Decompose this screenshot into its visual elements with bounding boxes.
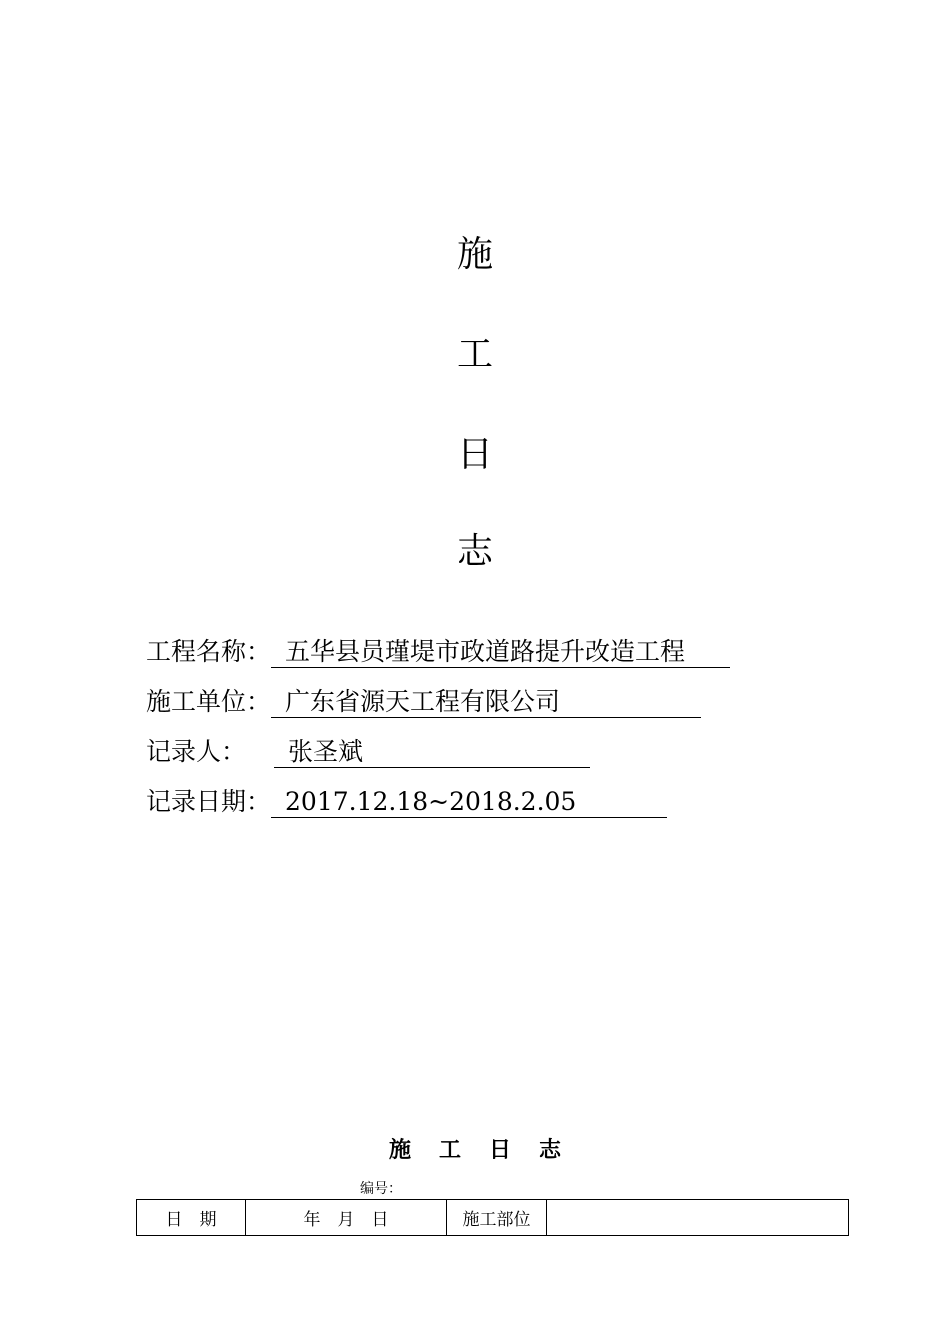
recorder-row	[146, 736, 590, 768]
construction-unit-value: 广东省源天工程有限公司	[271, 687, 701, 718]
date-label-cell: 日 期	[137, 1200, 246, 1236]
log-table	[136, 1199, 849, 1236]
log-sheet-title-char-2: 工	[438, 1137, 461, 1163]
recorder-label: 记录人：	[146, 737, 247, 766]
project-name-label: 工程名称：	[146, 637, 272, 666]
record-date-value: 2017.12.18~2018.2.05	[271, 787, 667, 818]
construction-unit-label: 施工单位：	[146, 687, 272, 716]
serial-number-label: 编号：	[360, 1181, 402, 1197]
log-sheet-title-char-4: 志	[539, 1137, 562, 1163]
project-name-value: 五华县员瑾堤市政道路提升改造工程	[271, 637, 730, 668]
cover-title-char-3: 日	[456, 434, 493, 475]
project-name-row	[146, 636, 730, 668]
record-date-row	[146, 786, 667, 818]
date-value-cell: 年 月 日	[246, 1200, 447, 1236]
cover-title-char-2: 工	[456, 334, 493, 375]
cover-title-char-4: 志	[456, 531, 493, 572]
table-row	[137, 1200, 849, 1236]
location-value-cell	[547, 1200, 849, 1236]
location-label-cell: 施工部位	[447, 1200, 547, 1236]
construction-unit-row	[146, 686, 701, 718]
log-sheet-title-char-1: 施	[388, 1137, 411, 1163]
log-sheet-title-char-3: 日	[489, 1137, 512, 1163]
record-date-label: 记录日期：	[146, 787, 272, 816]
cover-title-char-1: 施	[456, 234, 493, 275]
recorder-value: 张圣斌	[274, 737, 590, 768]
log-sheet-title	[0, 1133, 950, 1164]
